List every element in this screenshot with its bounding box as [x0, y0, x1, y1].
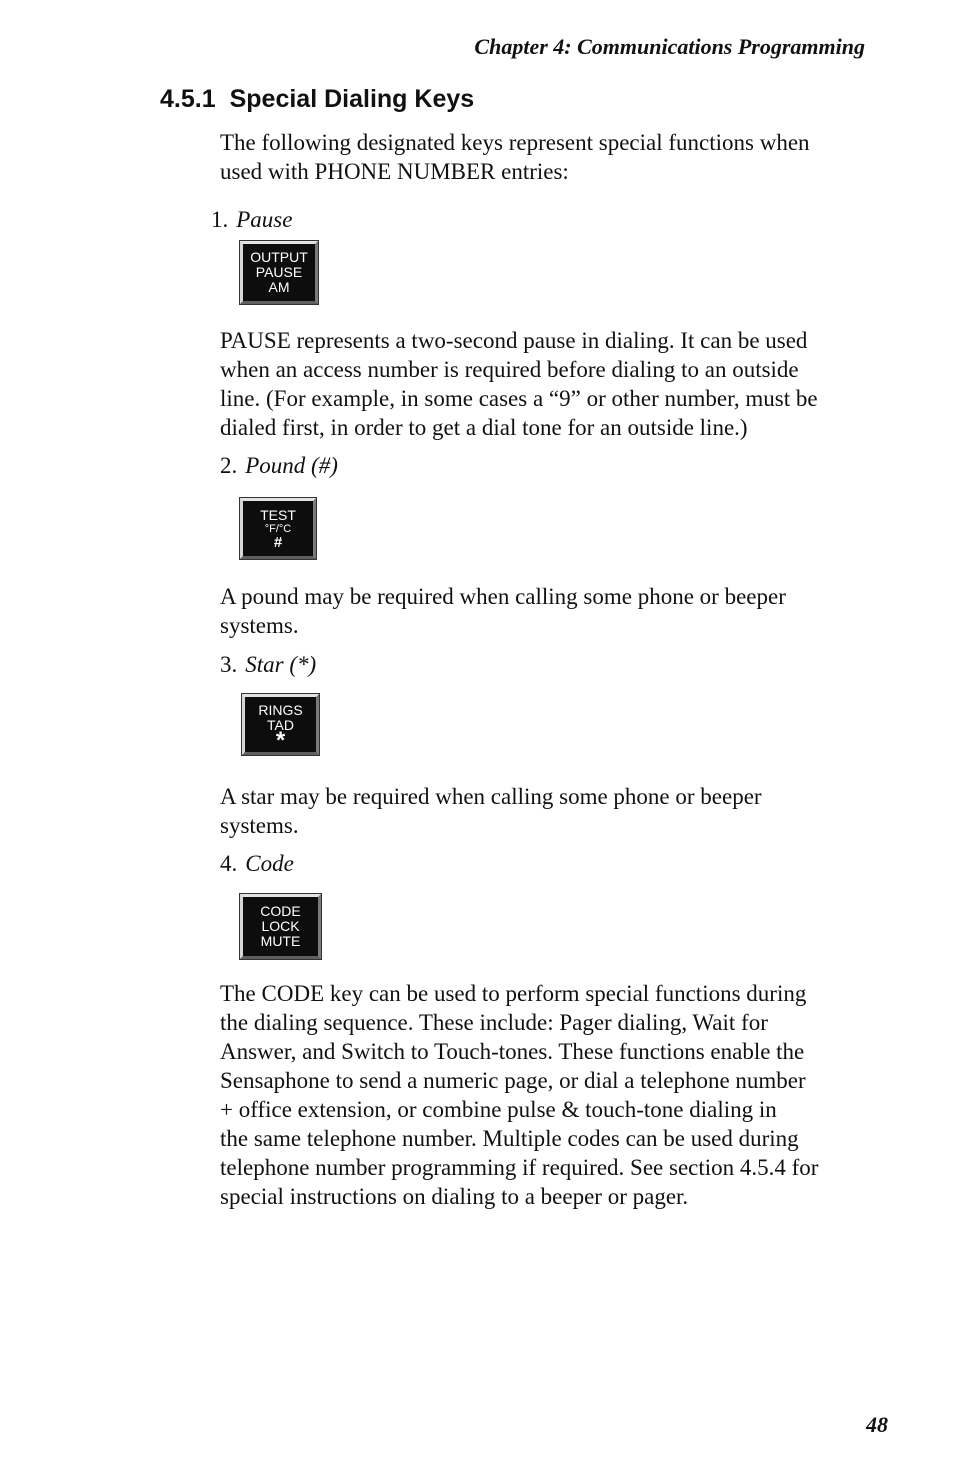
text-line: dialed first, in order to get a dial tone for an outside line.) — [220, 415, 748, 440]
text-line: systems. — [220, 613, 299, 638]
pause-description — [220, 326, 870, 442]
key-label-line: OUTPUT — [250, 249, 308, 265]
star-symbol: * — [275, 726, 286, 754]
item-number: 1. — [211, 207, 229, 232]
chapter-header: Chapter 4: Communications Programming — [474, 34, 865, 59]
key-label-line: PAUSE — [255, 264, 303, 280]
key-label-line: RINGS — [258, 701, 303, 718]
text-line: Answer, and Switch to Touch-tones. These functions enable the — [220, 1039, 805, 1064]
text-line: systems. — [220, 813, 299, 838]
section-heading — [160, 85, 474, 114]
text-line: A star may be required when calling some phone or beeper — [220, 784, 762, 809]
pound-symbol: # — [273, 533, 283, 551]
text-line: Sensaphone to send a numeric page, or dial a telephone number — [220, 1068, 806, 1093]
key-label-line: TEST — [260, 506, 296, 523]
text-line: The following designated keys represent special functions when — [220, 130, 810, 155]
text-line: + office extension, or combine pulse & touch-tone dialing in — [220, 1097, 777, 1122]
item-star-label — [220, 652, 316, 678]
code-description — [220, 979, 870, 1211]
text-line: A pound may be required when calling some phone or beeper — [220, 584, 786, 609]
section-number: 4.5.1 — [160, 85, 216, 113]
item-title: Star (*) — [245, 652, 317, 677]
test-pound-key — [240, 498, 316, 559]
intro-paragraph — [220, 128, 870, 186]
key-label-line: CODE — [260, 903, 301, 919]
text-line: the dialing sequence. These include: Pager dialing, Wait for — [220, 1010, 768, 1035]
text-line: The CODE key can be used to perform special functions during — [220, 981, 807, 1006]
item-title: Pause — [236, 207, 293, 232]
key-label-line: MUTE — [260, 933, 301, 949]
text-line: line. (For example, in some cases a “9” or other number, must be — [220, 386, 818, 411]
text-line: the same telephone number. Multiple codes can be used during — [220, 1126, 799, 1151]
item-title: Code — [245, 851, 294, 876]
text-line: telephone number programming if required. See section 4.5.4 for — [220, 1155, 819, 1180]
item-number: 4. — [220, 851, 238, 876]
text-line: used with PHONE NUMBER entries: — [220, 159, 569, 184]
item-title: Pound (#) — [245, 453, 338, 478]
key-label-line: AM — [268, 279, 290, 295]
pound-description — [220, 582, 870, 640]
item-number: 3. — [220, 652, 238, 677]
star-description — [220, 782, 870, 840]
item-pound-label — [220, 453, 338, 479]
code-lock-mute-key — [240, 894, 321, 959]
key-label-line: °F/°C — [264, 522, 292, 535]
text-line: special instructions on dialing to a beeper or pager. — [220, 1184, 689, 1209]
page-number: 48 — [866, 1412, 888, 1437]
text-line: PAUSE represents a two-second pause in dialing. It can be used — [220, 328, 808, 353]
key-label-line: LOCK — [261, 918, 300, 934]
item-pause-label — [211, 207, 292, 233]
section-title: Special Dialing Keys — [229, 85, 475, 113]
key-label-line: TAD — [267, 716, 294, 733]
item-number: 2. — [220, 453, 238, 478]
text-line: when an access number is required before dialing to an outside — [220, 357, 799, 382]
rings-tad-star-key — [242, 694, 319, 755]
output-pause-am-key — [240, 241, 318, 304]
item-code-label — [220, 851, 294, 877]
